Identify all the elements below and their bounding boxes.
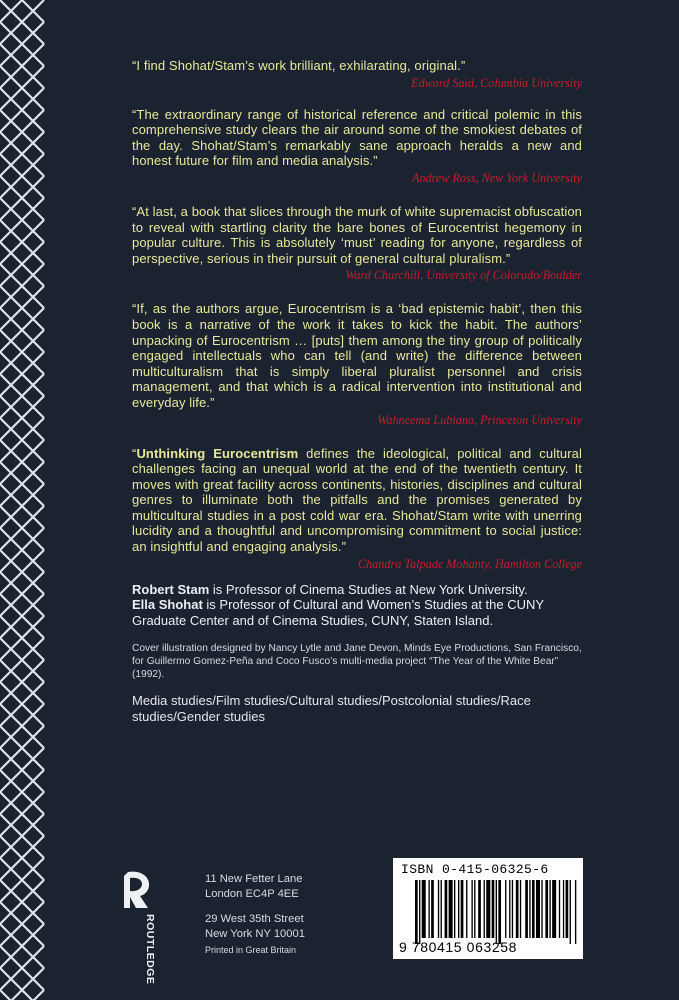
author-name: Robert Stam [132,581,210,597]
quote-attribution: Chandra Talpade Mohanty, Hamilton College [357,556,582,571]
quote-text: “I find Shohat/Stam’s work brilliant, exhilarating, original.” [132,58,466,73]
quote-text [132,446,582,555]
publisher-addresses [205,872,305,956]
isbn-barcode [393,858,583,959]
quote-attribution: Edward Said, Columbia University [411,75,582,90]
author-name: Ella Shohat [132,597,203,613]
quote-attribution: Ward Churchill, University of Colorado/Boulder [345,268,582,283]
address-line: London EC4P 4EE [205,888,299,900]
quote-attribution: Andrew Ross, New York University [411,170,582,185]
address-line: New York NY 10001 [205,928,305,940]
endorsement-4 [132,301,582,427]
endorsement-3 [132,204,582,283]
subject-categories: Media studies/Film studies/Cultural studies/Postcolonial studies/Race studies/Gender studies [132,693,531,725]
quote-text: “At last, a book that slices through the murk of white supremacist obfuscation to reveal with startling clarity the bare bones of Eurocentrist hegemony in popular culture. This is absolutely ‘must’ reading for anyone, regardless of perspective, serious in their pursuit of general cultural pluralism.” [132,203,583,266]
cover-credit: Cover illustration designed by Nancy Lytle and Jane Devon, Minds Eye Productions, San Francisco, for Guillermo Gomez-Peña and Coco Fusco’s multi-media project “The Year of the White Bear” (1992). [132,643,582,681]
author-bio [132,597,582,628]
quote-attribution: Wahneema Lubiano, Princeton University [377,412,582,427]
open-quote: “ [132,445,137,461]
printed-in: Printed in Great Britain [205,945,297,955]
back-cover-text [132,58,582,725]
author-description: is Professor of Cinema Studies at New York University. [209,581,528,597]
barcode-number: 9 780415 063258 [399,939,517,955]
author-bio [132,582,582,598]
author-bios [132,582,582,629]
author-description: is Professor of Cultural and Women’s Studies at the CUNY Graduate Center and of Cinema Studies, CUNY, Staten Island. [132,597,544,628]
endorsement-1 [132,58,582,91]
quote-text: “If, as the authors argue, Eurocentrism is a ‘bad epistemic habit’, then this book is a narrative of the work it takes to kick the habit. The authors’ unpacking of Eurocentrism … [puts] them among the tiny group of politically engaged intellectuals who can tell (and write) the difference between multiculturalism that is simply liberal pluralist personnel and crisis management, and that which is a radical intervention into institutional and everyday life.” [132,301,582,410]
book-title: Unthinking Eurocentrism [136,445,299,461]
quote-text: “The extraordinary range of historical reference and critical polemic in this comprehensive study clears the air around some of the smokiest debates of the day. Shohat/Stam’s remarkably sane approach heralds a new and honest future for film and media analysis.” [132,106,582,169]
quote-body: defines the ideological, political and cultural challenges facing an unequal world at the end of the twentieth century. It moves with great facility across continents, histories, disciplines and cultural genres to illuminate both the pitfalls and the promises generated by multicultural studies in a post cold war era. Shohat/Stam write with unerring lucidity and a thoughtful and uncompromising commitment to social justice: an insightful and engaging analysis.” [132,445,582,555]
diamond-pattern-border [0,0,44,1000]
endorsement-2 [132,107,582,186]
address-line: 11 New Fetter Lane [205,873,303,885]
endorsement-5 [132,446,582,572]
barcode-bars [415,880,579,944]
address-line: 29 West 35th Street [205,913,304,925]
routledge-logo-text: ROUTLEDGE [144,914,156,985]
isbn-text: ISBN 0-415-06325-6 [401,862,549,877]
routledge-logo [120,870,156,985]
